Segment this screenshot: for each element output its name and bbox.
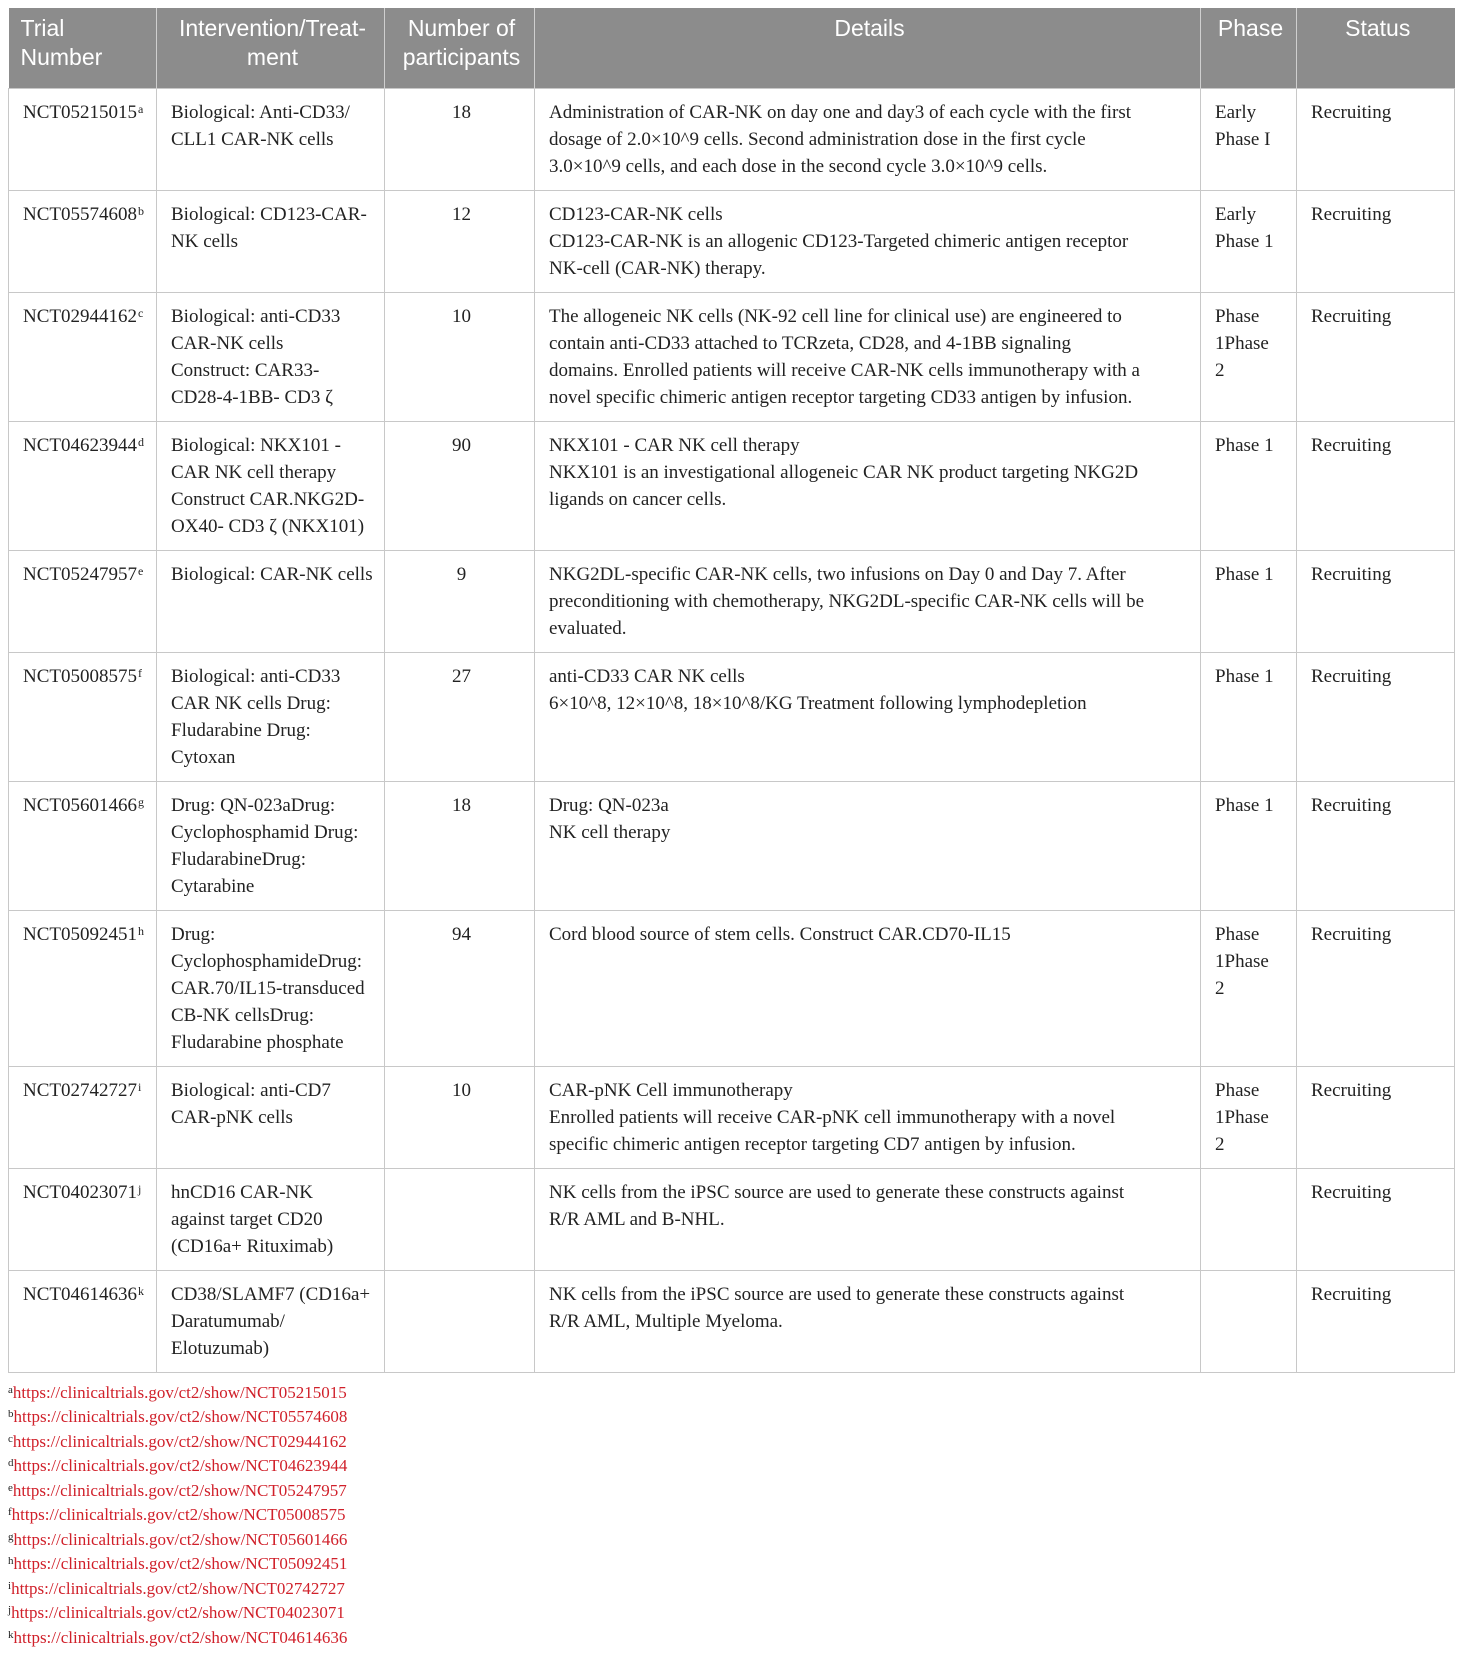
details-cell: [535, 1066, 1201, 1168]
intervention-line: Cytoxan: [171, 746, 236, 768]
details-cell: [535, 1168, 1201, 1270]
table-header-row: [9, 8, 1455, 88]
trial-number-cell: [9, 1270, 157, 1372]
participants-cell: 10: [385, 1066, 535, 1168]
details-line: NK cells from the iPSC source are used to generate these constructs against: [549, 1181, 1125, 1203]
intervention-line: Drug:: [171, 923, 216, 945]
intervention-line: Cyclophosphamid Drug:: [171, 821, 359, 843]
footnote-link[interactable]: https://clinicaltrials.gov/ct2/show/NCT04614636: [13, 1627, 348, 1647]
trial-number-cell: [9, 190, 157, 292]
details-line: NKG2DL-specific CAR-NK cells, two infusions on Day 0 and Day 7. After: [549, 563, 1126, 585]
details-line: 6×10^8, 12×10^8, 18×10^8/KG Treatment following lymphodepletion: [549, 692, 1087, 714]
intervention-line: CAR NK cell therapy: [171, 461, 337, 483]
intervention-cell: [157, 1066, 385, 1168]
intervention-line: CAR NK cells Drug:: [171, 692, 331, 714]
intervention-cell: [157, 292, 385, 421]
intervention-cell: [157, 781, 385, 910]
phase-cell: [1201, 421, 1297, 550]
table-row: [9, 910, 1455, 1066]
intervention-cell: [157, 421, 385, 550]
intervention-cell: [157, 1270, 385, 1372]
status-cell: Recruiting: [1297, 910, 1455, 1066]
phase-line: 1Phase: [1215, 950, 1269, 972]
phase-line: 2: [1215, 359, 1225, 381]
footnote-marker: h: [8, 1555, 14, 1567]
intervention-line: Elotuzumab): [171, 1337, 270, 1359]
details-line: NK-cell (CAR-NK) therapy.: [549, 257, 766, 279]
participants-cell: 9: [385, 550, 535, 652]
phase-line: 1Phase: [1215, 1106, 1269, 1128]
footnote-item: [8, 1454, 1454, 1479]
phase-cell: [1201, 550, 1297, 652]
header-participants: Number of participants: [385, 8, 535, 88]
trial-id: NCT04623944: [23, 434, 137, 456]
details-line: Administration of CAR-NK on day one and day3 of each cycle with the first: [549, 101, 1131, 123]
intervention-line: OX40- CD3 ζ (NKX101): [171, 515, 365, 537]
details-line: 3.0×10^9 cells, and each dose in the second cycle 3.0×10^9 cells.: [549, 155, 1048, 177]
intervention-line: CD38/SLAMF7 (CD16a+: [171, 1283, 371, 1305]
details-line: contain anti-CD33 attached to TCRzeta, CD28, and 4-1BB signaling: [549, 332, 1072, 354]
intervention-line: Daratumumab/: [171, 1310, 285, 1332]
status-cell: Recruiting: [1297, 1066, 1455, 1168]
intervention-cell: [157, 910, 385, 1066]
intervention-line: NK cells: [171, 230, 239, 252]
header-intervention: Intervention/Treat- ment: [157, 8, 385, 88]
footnote-marker: k: [8, 1628, 14, 1641]
participants-cell: 18: [385, 88, 535, 190]
table-row: [9, 1168, 1455, 1270]
status-cell: Recruiting: [1297, 550, 1455, 652]
intervention-line: Biological: CD123-CAR-: [171, 203, 367, 225]
table-row: [9, 652, 1455, 781]
trial-id: NCT05215015: [23, 101, 137, 123]
intervention-cell: [157, 652, 385, 781]
status-cell: Recruiting: [1297, 88, 1455, 190]
phase-line: Phase 1: [1215, 563, 1274, 585]
header-status: Status: [1297, 8, 1455, 88]
trial-number-cell: [9, 1066, 157, 1168]
table-row: [9, 190, 1455, 292]
details-line: The allogeneic NK cells (NK-92 cell line for clinical use) are engineered to: [549, 305, 1122, 327]
footnote-item: [8, 1626, 1454, 1651]
footnote-link[interactable]: https://clinicaltrials.gov/ct2/show/NCT05601466: [13, 1529, 348, 1549]
intervention-line: CLL1 CAR-NK cells: [171, 128, 334, 150]
details-line: ligands on cancer cells.: [549, 488, 727, 510]
trial-number-cell: [9, 292, 157, 421]
trial-number-cell: [9, 781, 157, 910]
participants-cell: 12: [385, 190, 535, 292]
table-body: [9, 88, 1455, 1372]
trial-id: NCT04614636: [23, 1283, 137, 1305]
footnote-link[interactable]: https://clinicaltrials.gov/ct2/show/NCT04023071: [11, 1603, 345, 1622]
intervention-line: CB-NK cellsDrug:: [171, 1004, 315, 1026]
trial-id: NCT04023071: [23, 1181, 137, 1203]
footnote-item: [8, 1381, 1454, 1406]
details-cell: [535, 292, 1201, 421]
phase-line: Early: [1215, 203, 1257, 225]
intervention-line: hnCD16 CAR-NK: [171, 1181, 313, 1203]
trial-id: NCT05574608: [23, 203, 137, 225]
footnote-marker: j: [138, 1181, 142, 1196]
details-line: evaluated.: [549, 617, 627, 639]
phase-line: Early: [1215, 101, 1257, 123]
phase-line: Phase 1: [1215, 230, 1274, 252]
details-cell: [535, 190, 1201, 292]
footnotes: [8, 1381, 1454, 1651]
intervention-line: Fludarabine phosphate: [171, 1031, 344, 1053]
footnote-marker: e: [138, 563, 144, 578]
footnote-marker: c: [8, 1432, 13, 1445]
footnote-item: [8, 1552, 1454, 1577]
trial-id: NCT02742727: [23, 1079, 137, 1101]
document-page: [8, 8, 1454, 1650]
footnote-item: [8, 1479, 1454, 1504]
footnote-marker: h: [138, 923, 144, 938]
phase-cell: [1201, 910, 1297, 1066]
intervention-line: CyclophosphamideDrug:: [171, 950, 363, 972]
trial-number-cell: [9, 421, 157, 550]
details-line: NKX101 - CAR NK cell therapy: [549, 434, 800, 456]
details-line: domains. Enrolled patients will receive CAR-NK cells immunotherapy with a: [549, 359, 1140, 381]
footnote-marker: c: [138, 305, 144, 320]
intervention-line: Biological: Anti-CD33/: [171, 101, 350, 123]
footnote-marker: f: [8, 1506, 12, 1518]
trial-id: NCT02944162: [23, 305, 137, 327]
details-cell: [535, 781, 1201, 910]
intervention-line: Fludarabine Drug:: [171, 719, 311, 741]
clinical-trials-table: [8, 8, 1455, 1373]
table-row: [9, 292, 1455, 421]
trial-id: NCT05601466: [23, 794, 137, 816]
intervention-cell: [157, 1168, 385, 1270]
details-line: Enrolled patients will receive CAR-pNK cell immunotherapy with a novel: [549, 1106, 1116, 1128]
footnote-link[interactable]: https://clinicaltrials.gov/ct2/show/NCT04623944: [13, 1456, 348, 1475]
participants-cell: [385, 1270, 535, 1372]
phase-line: 2: [1215, 977, 1225, 999]
phase-line: 2: [1215, 1133, 1225, 1155]
footnote-marker: i: [138, 1079, 142, 1094]
details-cell: [535, 910, 1201, 1066]
footnote-marker: g: [138, 794, 144, 809]
table-row: [9, 781, 1455, 910]
details-line: CD123-CAR-NK is an allogenic CD123-Targeted chimeric antigen receptor: [549, 230, 1129, 252]
participants-cell: 10: [385, 292, 535, 421]
intervention-line: CAR-pNK cells: [171, 1106, 293, 1128]
intervention-line: CD28-4-1BB- CD3 ζ: [171, 386, 333, 408]
table-row: [9, 1066, 1455, 1168]
phase-line: Phase: [1215, 923, 1260, 945]
phase-line: Phase 1: [1215, 794, 1274, 816]
participants-cell: 90: [385, 421, 535, 550]
phase-line: 1Phase: [1215, 332, 1269, 354]
trial-number-cell: [9, 88, 157, 190]
participants-cell: 18: [385, 781, 535, 910]
details-line: dosage of 2.0×10^9 cells. Second administration dose in the first cycle: [549, 128, 1086, 150]
intervention-line: against target CD20: [171, 1208, 323, 1230]
trial-number-cell: [9, 652, 157, 781]
intervention-line: Construct CAR.NKG2D-: [171, 488, 365, 510]
table-row: [9, 88, 1455, 190]
intervention-line: CAR.70/IL15-transduced: [171, 977, 365, 999]
footnote-link[interactable]: https://clinicaltrials.gov/ct2/show/NCT05008575: [11, 1505, 346, 1524]
trial-number-cell: [9, 1168, 157, 1270]
participants-cell: [385, 1168, 535, 1270]
phase-cell: [1201, 190, 1297, 292]
status-cell: Recruiting: [1297, 292, 1455, 421]
footnote-marker: b: [8, 1408, 14, 1420]
details-cell: [535, 421, 1201, 550]
participants-cell: 27: [385, 652, 535, 781]
phase-cell: [1201, 292, 1297, 421]
intervention-line: Biological: CAR-NK cells: [171, 563, 373, 585]
details-line: R/R AML, Multiple Myeloma.: [549, 1310, 783, 1332]
footnote-marker: g: [8, 1530, 14, 1543]
status-cell: Recruiting: [1297, 781, 1455, 910]
footnote-marker: d: [8, 1457, 14, 1469]
footnote-link[interactable]: https://clinicaltrials.gov/ct2/show/NCT02944162: [12, 1431, 347, 1451]
trial-id: NCT05247957: [23, 563, 137, 585]
status-cell: Recruiting: [1297, 652, 1455, 781]
trial-id: NCT05008575: [23, 665, 137, 687]
intervention-line: Biological: NKX101 -: [171, 434, 341, 456]
header-details: Details: [535, 8, 1201, 88]
table-row: [9, 421, 1455, 550]
intervention-line: (CD16a+ Rituximab): [171, 1235, 334, 1257]
phase-line: Phase I: [1215, 128, 1271, 150]
footnote-link[interactable]: https://clinicaltrials.gov/ct2/show/NCT05092451: [13, 1554, 348, 1573]
trial-id: NCT05092451: [23, 923, 137, 945]
footnote-item: [8, 1577, 1454, 1602]
footnote-marker: i: [8, 1579, 12, 1592]
footnote-marker: j: [8, 1604, 12, 1616]
intervention-line: FludarabineDrug:: [171, 848, 307, 870]
table-row: [9, 550, 1455, 652]
details-cell: [535, 550, 1201, 652]
footnote-item: [8, 1601, 1454, 1626]
phase-line: Phase 1: [1215, 665, 1274, 687]
footnote-link[interactable]: https://clinicaltrials.gov/ct2/show/NCT05247957: [12, 1480, 347, 1500]
details-line: anti-CD33 CAR NK cells: [549, 665, 745, 687]
footnote-marker: d: [138, 434, 144, 449]
phase-cell: [1201, 1270, 1297, 1372]
phase-cell: [1201, 1066, 1297, 1168]
footnote-link[interactable]: https://clinicaltrials.gov/ct2/show/NCT05574608: [13, 1407, 348, 1426]
table-row: [9, 1270, 1455, 1372]
footnote-link[interactable]: https://clinicaltrials.gov/ct2/show/NCT02742727: [11, 1578, 345, 1598]
intervention-line: Biological: anti-CD7: [171, 1079, 331, 1101]
status-cell: Recruiting: [1297, 1168, 1455, 1270]
details-line: NKX101 is an investigational allogeneic CAR NK product targeting NKG2D: [549, 461, 1139, 483]
phase-line: Phase 1: [1215, 434, 1274, 456]
footnote-item: [8, 1405, 1454, 1430]
trial-number-cell: [9, 550, 157, 652]
footnote-item: [8, 1528, 1454, 1553]
details-line: Cord blood source of stem cells. Construct CAR.CD70-IL15: [549, 923, 1011, 945]
footnote-marker: a: [8, 1383, 13, 1396]
footnote-marker: k: [138, 1283, 144, 1298]
footnote-item: [8, 1430, 1454, 1455]
status-cell: Recruiting: [1297, 1270, 1455, 1372]
intervention-line: CAR-NK cells: [171, 332, 284, 354]
details-line: CD123-CAR-NK cells: [549, 203, 723, 225]
phase-line: Phase: [1215, 305, 1260, 327]
header-trial-number: Trial Number: [9, 8, 157, 88]
details-cell: [535, 652, 1201, 781]
details-line: NK cells from the iPSC source are used to generate these constructs against: [549, 1283, 1125, 1305]
phase-cell: [1201, 1168, 1297, 1270]
details-line: novel specific chimeric antigen receptor targeting CD33 antigen by infusion.: [549, 386, 1133, 408]
footnote-link[interactable]: https://clinicaltrials.gov/ct2/show/NCT05215015: [12, 1382, 347, 1402]
intervention-cell: [157, 550, 385, 652]
details-cell: [535, 88, 1201, 190]
details-line: CAR-pNK Cell immunotherapy: [549, 1079, 793, 1101]
status-cell: Recruiting: [1297, 421, 1455, 550]
footnote-marker: e: [8, 1481, 13, 1494]
intervention-line: Biological: anti-CD33: [171, 665, 341, 687]
trial-number-cell: [9, 910, 157, 1066]
intervention-cell: [157, 88, 385, 190]
status-cell: Recruiting: [1297, 190, 1455, 292]
intervention-line: Biological: anti-CD33: [171, 305, 341, 327]
details-cell: [535, 1270, 1201, 1372]
footnote-item: [8, 1503, 1454, 1528]
details-line: specific chimeric antigen receptor targeting CD7 antigen by infusion.: [549, 1133, 1076, 1155]
intervention-cell: [157, 190, 385, 292]
details-line: preconditioning with chemotherapy, NKG2DL-specific CAR-NK cells will be: [549, 590, 1145, 612]
footnote-marker: f: [138, 665, 142, 680]
phase-cell: [1201, 88, 1297, 190]
intervention-line: Construct: CAR33-: [171, 359, 320, 381]
intervention-line: Drug: QN-023aDrug:: [171, 794, 336, 816]
phase-line: Phase: [1215, 1079, 1260, 1101]
details-line: R/R AML and B-NHL.: [549, 1208, 725, 1230]
footnote-marker: b: [138, 203, 144, 218]
header-phase: Phase: [1201, 8, 1297, 88]
intervention-line: Cytarabine: [171, 875, 255, 897]
details-line: Drug: QN-023a: [549, 794, 669, 816]
participants-cell: 94: [385, 910, 535, 1066]
footnote-marker: a: [138, 101, 144, 116]
phase-cell: [1201, 781, 1297, 910]
phase-cell: [1201, 652, 1297, 781]
details-line: NK cell therapy: [549, 821, 671, 843]
